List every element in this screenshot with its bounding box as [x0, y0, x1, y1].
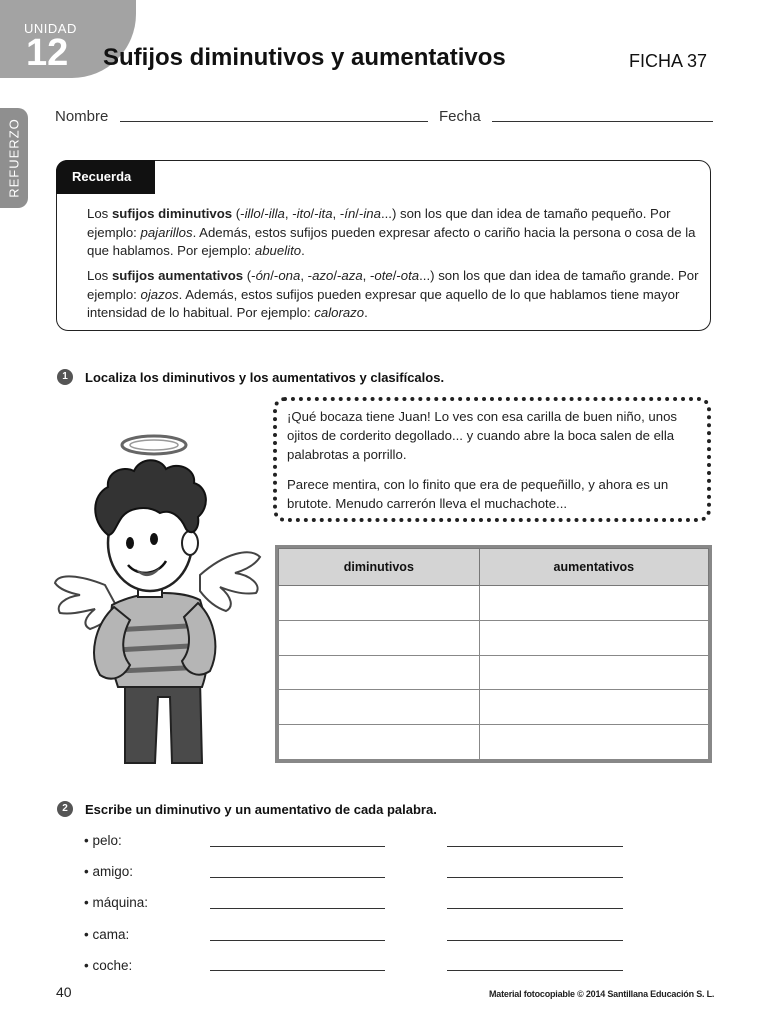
page-title: Sufijos diminutivos y aumentativos [103, 44, 506, 71]
unit-label: UNIDAD [24, 21, 77, 36]
table-cell[interactable] [479, 655, 708, 690]
recuerda-tag: Recuerda [56, 160, 155, 194]
augmentative-answer-line[interactable] [447, 970, 623, 971]
word-item: • cama: [84, 927, 130, 942]
page-number: 40 [56, 984, 72, 1000]
exercise-1-title: Localiza los diminutivos y los aumentativos y clasifícalos. [85, 370, 445, 385]
exercise-2-number: 2 [57, 801, 73, 817]
diminutive-answer-line[interactable] [210, 877, 385, 878]
unit-number: 12 [26, 32, 69, 74]
diminutive-answer-line[interactable] [210, 970, 385, 971]
augmentative-answer-line[interactable] [447, 940, 623, 941]
augmentative-answer-line[interactable] [447, 846, 623, 847]
table-cell[interactable] [279, 655, 480, 690]
reading-paragraph-2: Parece mentira, con lo finito que era de pequeñillo, y ahora es un brutote. Menudo carrerón lleva el muchachote... [287, 477, 669, 511]
date-label: Fecha [439, 108, 481, 125]
table-cell[interactable] [279, 690, 480, 725]
table-cell[interactable] [479, 690, 708, 725]
word-item: • coche: [84, 958, 133, 973]
table-header-diminutivos: diminutivos [279, 549, 480, 586]
reading-paragraph-1: ¡Qué bocaza tiene Juan! Lo ves con esa carilla de buen niño, unos ojitos de corderito degollado... y cuando abre la boca salen de ella palabrotas a porrillo. [287, 409, 678, 462]
word-item: • máquina: [84, 895, 149, 910]
classification-table [275, 545, 712, 763]
exercise-2-title: Escribe un diminutivo y un aumentativo de cada palabra. [85, 802, 437, 817]
exercise-1-number: 1 [57, 369, 73, 385]
recuerda-diminutive-text: Los sufijos diminutivos (-illo/-illa, -ito/-ita, -ín/-ina...) son los que dan idea de tamaño pequeño. Por ejemplo: pajarillos. Además, estos sufijos pueden expresar afecto o cariño hacia la persona o cosa de la que hablamos. Por ejemplo: abuelito. [87, 206, 696, 258]
table-cell[interactable] [279, 586, 480, 621]
name-field[interactable] [120, 121, 428, 122]
angel-boy-illustration [50, 425, 265, 765]
table-row [279, 655, 709, 690]
side-tab [0, 108, 28, 208]
word-item: • pelo: [84, 833, 122, 848]
table-cell[interactable] [479, 725, 708, 760]
word-item: • amigo: [84, 864, 134, 879]
recuerda-augmentative-text: Los sufijos aumentativos (-ón/-ona, -azo/-aza, -ote/-ota...) son los que dan idea de tamaño grande. Por ejemplo: ojazos. Además, estos sufijos pueden expresar que aquello de lo que hablamos tiene mayor intensidad de lo habitual. Por ejemplo: calorazo. [87, 268, 699, 320]
date-field[interactable] [492, 121, 713, 122]
diminutive-answer-line[interactable] [210, 846, 385, 847]
table-header-aumentativos: aumentativos [479, 549, 708, 586]
table-cell[interactable] [279, 725, 480, 760]
diminutive-answer-line[interactable] [210, 908, 385, 909]
table-row [279, 690, 709, 725]
table-cell[interactable] [479, 586, 708, 621]
name-label: Nombre [55, 108, 109, 125]
table-row [279, 586, 709, 621]
side-tab-label: REFUERZO [6, 118, 22, 198]
table-cell[interactable] [479, 620, 708, 655]
table-cell[interactable] [279, 620, 480, 655]
augmentative-answer-line[interactable] [447, 908, 623, 909]
diminutive-answer-line[interactable] [210, 940, 385, 941]
worksheet-number: FICHA 37 [629, 51, 708, 71]
table-row [279, 725, 709, 760]
copyright-notice: Material fotocopiable © 2014 Santillana Educación S. L. [489, 989, 715, 999]
augmentative-answer-line[interactable] [447, 877, 623, 878]
table-row [279, 620, 709, 655]
